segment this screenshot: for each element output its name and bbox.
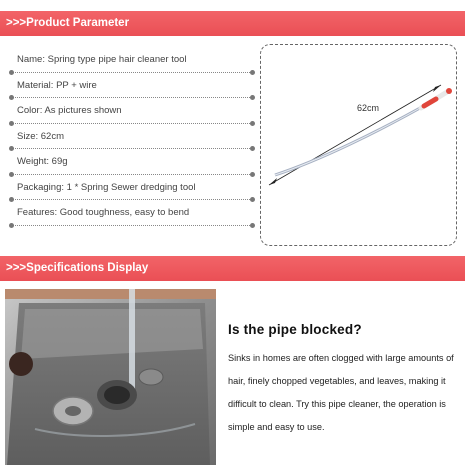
pitch-body-text: Sinks in homes are often clogged with large amounts of hair, finely chopped vegetables, and leaves, making it difficult to clean. Try this pipe cleaner, the operation is simple and easy to use. bbox=[228, 353, 454, 432]
param-weight bbox=[10, 152, 254, 178]
param-packaging-text: Packaging: 1 * Spring Sewer dredging tool bbox=[17, 181, 196, 193]
param-name bbox=[10, 50, 254, 76]
param-size-text: Size: 62cm bbox=[17, 130, 64, 142]
sink-photo bbox=[5, 289, 216, 465]
param-features-text: Features: Good toughness, easy to bend bbox=[17, 207, 190, 218]
dimension-label: 62cm bbox=[357, 103, 380, 113]
parameter-list bbox=[10, 50, 254, 229]
product-image-box bbox=[260, 44, 457, 246]
sink-image bbox=[5, 289, 216, 465]
param-color-text: Color: As pictures shown bbox=[17, 105, 122, 116]
param-size bbox=[10, 127, 254, 153]
param-material bbox=[10, 76, 254, 102]
pipe-cleaner-tool-illustration bbox=[261, 45, 458, 247]
pipe-cleaner-pitch bbox=[228, 322, 458, 439]
specifications-banner: >>>Specifications Display bbox=[0, 256, 465, 281]
param-color bbox=[10, 101, 254, 127]
param-features bbox=[10, 203, 254, 229]
product-parameter-banner: >>>Product Parameter bbox=[0, 11, 465, 36]
param-name-text: Name: Spring type pipe hair cleaner tool bbox=[17, 54, 187, 65]
param-packaging bbox=[10, 178, 254, 204]
pitch-headline: Is the pipe blocked? bbox=[228, 322, 362, 337]
param-material-text: Material: PP + wire bbox=[17, 79, 97, 91]
param-weight-text: Weight: 69g bbox=[17, 156, 68, 167]
